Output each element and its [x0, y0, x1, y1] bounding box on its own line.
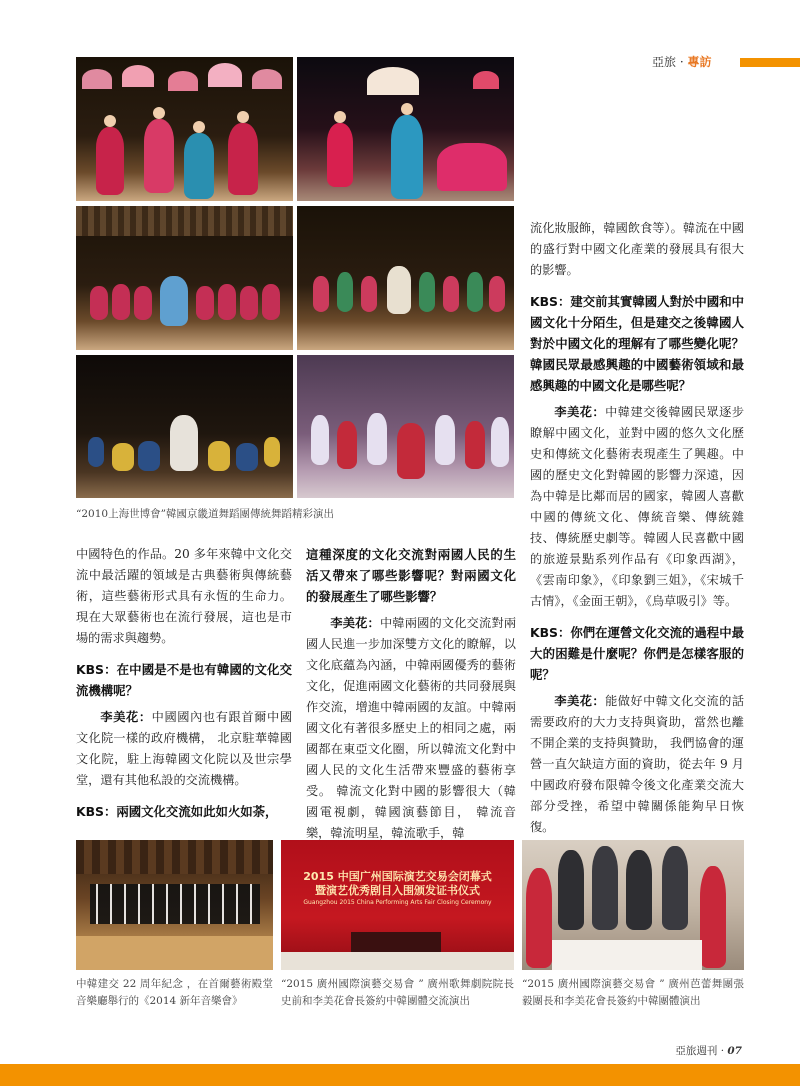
answer-paragraph: [76, 707, 292, 791]
header-publication: 亞旅: [652, 55, 677, 69]
answer-text: 中韓建交後韓國民眾逐步瞭解中國文化，並對中國的悠久文化歷史和傳統文化藝術表現產生了興趣。中國的歷史文化對韓國的影響力深遠，因為中韓是比鄰而居的國家，韓國人喜歡中國的傳統文化、傳統音樂、傳統雜技、傳統歷史劇等。韓國人民喜歡中國的旅遊景點系列作品有《印象西湖》，《雲南印象》，《印象劉三姐》，《宋城千古情》，《金面王朝》，《烏草吸引》等。: [530, 405, 745, 608]
photo-fan-dance-1: [76, 57, 293, 201]
text-column-3: [530, 218, 744, 875]
footer-publication: 亞旅週刊: [675, 1045, 718, 1057]
answer-paragraph: [530, 691, 744, 838]
header-section: 專訪: [687, 55, 712, 69]
photo-group-dance-1: [76, 206, 293, 350]
banner-text: [289, 870, 506, 907]
banner-line-2: 暨演艺优秀剧目入围颁发证书仪式: [315, 884, 480, 897]
question-heading: KBS：建交前其實韓國人對於中國和中國文化十分陌生，但是建交之後韓國人對於中國文化的理解有了哪些變化呢？韓國民眾最感興趣的中國藝術領域和最感興趣的中國文化是哪些呢？: [530, 294, 744, 393]
page-number: 07: [727, 1045, 742, 1057]
answer-text: 中國國內也有跟首爾中國文化院一樣的政府機構， 北京駐華韓國文化院，駐上海韓國文化院以及世宗學堂，還有其他私設的交流機構。: [76, 710, 293, 787]
speaker-label: 李美花：: [554, 405, 606, 419]
photo-drum-dance: [76, 355, 293, 498]
question-heading: KBS：你們在運營文化交流的過程中最大的困難是什麼呢？你們是怎樣客服的呢？: [530, 625, 744, 682]
photo-ribbon-dance: [297, 355, 514, 498]
caption-concert: 中韓建交 22 周年紀念 ，在首爾藝術殿堂音樂廳舉行的《2014 新年音樂會》: [76, 978, 273, 1007]
paragraph: 中國特色的作品。20 多年來韓中文化交流中最活躍的領域是古典藝術與傳統藝術，這些藝術形式具有永恆的生命力。現在大眾藝術也在流行發展，這也是市場的需求與趨勢。: [76, 547, 292, 645]
photo-signing-ceremony-1: [281, 840, 514, 970]
text-column-2: [306, 544, 516, 844]
caption-signing-1: “2015 廣州國際演藝交易會 ” 廣州歌舞劇院院長史前和李美花會長簽約中韓團體交流演出: [281, 978, 514, 1007]
text-column-1: [76, 544, 292, 828]
question-heading: KBS：在中國是不是也有韓國的文化交流機構呢？: [76, 662, 292, 698]
paragraph: 流化妝服飾，韓國飲食等）。韓流在中國的盛行對中國文化產業的發展具有很大的影響。: [530, 221, 744, 277]
photo-fan-dance-2: [297, 57, 514, 201]
photo-signing-ceremony-2: [522, 840, 744, 970]
speaker-label: 李美花：: [554, 694, 606, 708]
photo-caption-main: “2010上海世博會”韓國京畿道舞蹈團傳統舞蹈精彩演出: [76, 508, 334, 520]
answer-paragraph: [530, 402, 744, 612]
question-heading: 這種深度的文化交流對兩國人民的生活又帶來了哪些影響呢？對兩國文化的發展產生了哪些影響？: [306, 547, 516, 604]
photo-group-dance-2: [297, 206, 514, 350]
answer-paragraph: [306, 613, 516, 844]
question-heading: KBS：兩國文化交流如此如火如荼，: [76, 804, 278, 819]
header-title: [652, 52, 711, 72]
header-separator: ·: [676, 55, 688, 69]
speaker-label: 李美花：: [330, 616, 380, 630]
answer-text: 能做好中韓文化交流的話需要政府的大力支持與資助，當然也離不開企業的支持與贊助， 我們協會的運營一直欠缺這方面的資助，從去年 9 月中國政府發布限韓令後文化產業交流大部分受挫，希望中韓關係能夠早日恢復。: [530, 694, 745, 834]
caption-signing-2: “2015 廣州國際演藝交易會 ” 廣州芭蕾舞團張毅團長和李美花會長簽約中韓團體演出: [522, 978, 744, 1007]
banner-line-1: 2015 中国广州国际演艺交易会闭幕式: [303, 870, 492, 883]
footer-accent-bar: [0, 1064, 800, 1086]
page-header: [652, 52, 800, 72]
page-footer: [675, 1043, 742, 1058]
answer-text: 中韓兩國的文化交流對兩國人民進一步加深雙方文化的瞭解，以文化底蘊為內涵，中韓兩國優秀的藝術文化，促進兩國文化藝術的共同發展與作交流，增進中韓兩國的友誼。中韓兩國文化有著很多歷史上的相同之處，兩國都在東亞文化圈，所以韓流文化對中國人民的文化生活帶來豐盛的藝術享受。 韓流文化對中國的影響很大（韓國電視劇，韓國演藝節目， 韓流音樂，韓流明星，韓流歌手，韓: [306, 616, 517, 840]
banner-line-3: Guangzhou 2015 China Performing Arts Fair Closing Ceremony: [303, 899, 492, 906]
photo-concert-hall: [76, 840, 273, 970]
speaker-label: 李美花：: [100, 710, 152, 724]
header-accent-bar: [740, 58, 800, 67]
footer-separator: ·: [717, 1045, 728, 1057]
